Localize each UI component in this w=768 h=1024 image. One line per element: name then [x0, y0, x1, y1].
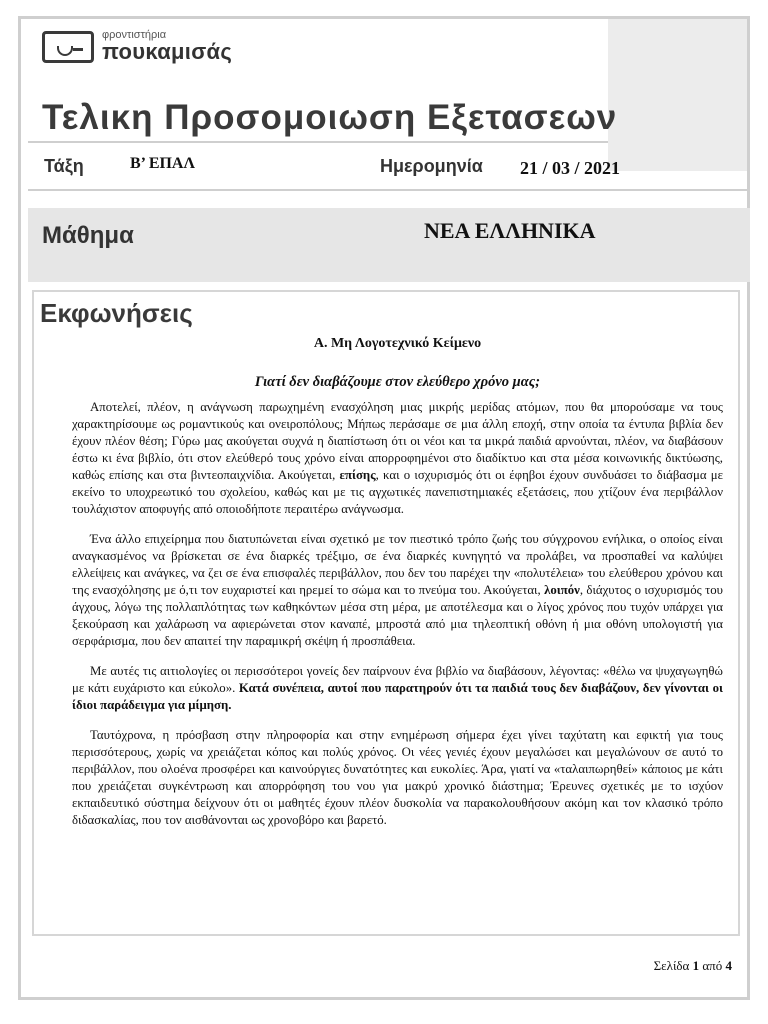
exam-title: Τελικη Προσομοιωση Εξετασεων	[42, 98, 618, 137]
title-divider	[28, 141, 608, 143]
paragraph-4: Ταυτόχρονα, η πρόσβαση στην πληροφορία και στην ενημέρωση σήμερα έχει γίνει ταχύτατη και εφικτή για τους περισσότερους, χωρίς να χρειάζεται κόπος και πολύς χρόνος. Οι νέες γενιές έχουν μεγαλώσει και μεγαλώνουν σε αυτό το περιβάλλον, που ολοένα προσφέρει και καινούργιες δυνατότητες και ευκολίες. Άρα, γιατί να «ταλαιπωρηθεί» κάποιος με κάτι που χρειάζεται συγκέντρωση και απορρόφηση του νου για μακρύ χρονικό διάστημα; Έρευνες σχετικές με το ισχύον εκπαιδευτικό σύστημα δείχνουν ότι οι μαθητές έχουν πλέον δυσκολία να παρακολουθήσουν ακόμη και τον κλασικό τρόπο διδασκαλίας, που τον αισθάνονται ως χρονοβόρο και βαρετό.	[72, 728, 723, 827]
page-footer: Σελίδα 1 από 4	[653, 958, 732, 973]
logo-icon	[42, 31, 94, 63]
part-title: Α. Μη Λογοτεχνικό Κείμενο	[313, 336, 482, 351]
article-title: Γιατί δεν διαβάζουμε στον ελεύθερο χρόνο μας;	[254, 374, 541, 390]
date-label: Ημερομηνία	[380, 156, 483, 176]
subject-label: Μάθημα	[42, 222, 134, 249]
paragraph-2: Ένα άλλο επιχείρημα που διατυπώνεται είναι σχετικό με τον πιεστικό τρόπο ζωής του σύγχρονου ενήλικα, ο οποίος είναι αναγκασμένος να βρίσκεται σε ένα διαρκές τρέξιμο, σε ένα διαρκές κυνηγητό να προλάβει, να προσπαθεί να καλύψει ελλείψεις και ανάγκες, να ζει σε ένα επισφαλές περιβάλλον, που δεν του παρέχει την «πολυτέλεια» του ελεύθερου χρόνου και της ενασχόλησης με ό,τι τον ευχαριστεί και ηρεμεί το σώμα και το πνεύμα του. Ακούγεται, λοιπόν, διάχυτος ο ισχυρισμός του άγχους, λόγω της πολλαπλότητας των καθηκόντων μέσα στη μέρα, με αποτέλεσμα και ο λίγος χρόνος που τυχόν υπάρχει για ξεκούραση και χαλάρωση να αφιερώνεται στον καναπέ, μπροστά από μια τηλεοπτική οθόνη ή μια οθόνη υπολογιστή για σερφάρισμα, που δεν απαιτεί την παραμικρή σκέψη ή προσπάθεια.	[72, 532, 723, 648]
section-heading: Εκφωνήσεις	[40, 298, 193, 328]
header-shade	[608, 19, 747, 171]
exam-text	[72, 336, 723, 842]
subject-value: ΝΕΑ ΕΛΛΗΝΙΚΑ	[424, 218, 596, 243]
class-value: Β’ ΕΠΑΛ	[130, 155, 195, 172]
paragraph-1: Αποτελεί, πλέον, η ανάγνωση παρωχημένη ενασχόληση μιας μικρής μερίδας ατόμων, που θα μπορούσαμε να τους χαρακτηρίσουμε ως ρομαντικούς και ονειροπόλους; Μήπως περάσαμε σε μια άλλη εποχή, στην οποία τα έντυπα βιβλία δεν έχουν πλέον θέση; Γύρω μας ακούγεται συχνά η διαπίστωση ότι οι νέοι και τα μικρά παιδιά αρνούνται, πλέον, να διαβάσουν έστω κι ένα βιβλίο, ότι στον ελεύθερό τους χρόνο είναι απορροφημένοι στο διαδίκτυο και στα μέσα κοινωνικής δικτύωσης, καθώς επίσης και στα βιντεοπαιχνίδια. Ακούγεται, επίσης, και ο ισχυρισμός ότι οι έφηβοι έχουν συνδυάσει το διάβασμα με εκείνο το υποχρεωτικό του σχολείου, καθώς και με τις αγχωτικές πανεπιστημιακές εξετάσεις, που χτίζουν ένα περιβάλλον τουλάχιστον αποφυγής από οποιοδήποτε περαιτέρω ανάγνωσμα.	[72, 400, 724, 516]
class-label: Τάξη	[44, 156, 84, 176]
date-value: 21 / 03 / 2021	[520, 158, 621, 178]
info-divider	[28, 189, 750, 191]
brand-logo	[42, 30, 232, 63]
subject-band	[28, 208, 750, 282]
paragraph-3: Με αυτές τις αιτιολογίες οι περισσότεροι γονείς δεν παίρνουν ένα βιβλίο να διαβάσουν, λέγοντας: «θέλω να ψυχαγωγηθώ με κάτι ευχάριστο και εύκολο». Κατά συνέπεια, αυτοί που παρατηρούν ότι τα παιδιά τους δεν διαβάζουν, δεν γίνονται οι ίδιοι παράδειγμα για μίμηση.	[72, 664, 723, 712]
brand-name: πουκαμισάς	[102, 39, 233, 64]
brand-small-text: φροντιστήρια	[102, 29, 167, 41]
